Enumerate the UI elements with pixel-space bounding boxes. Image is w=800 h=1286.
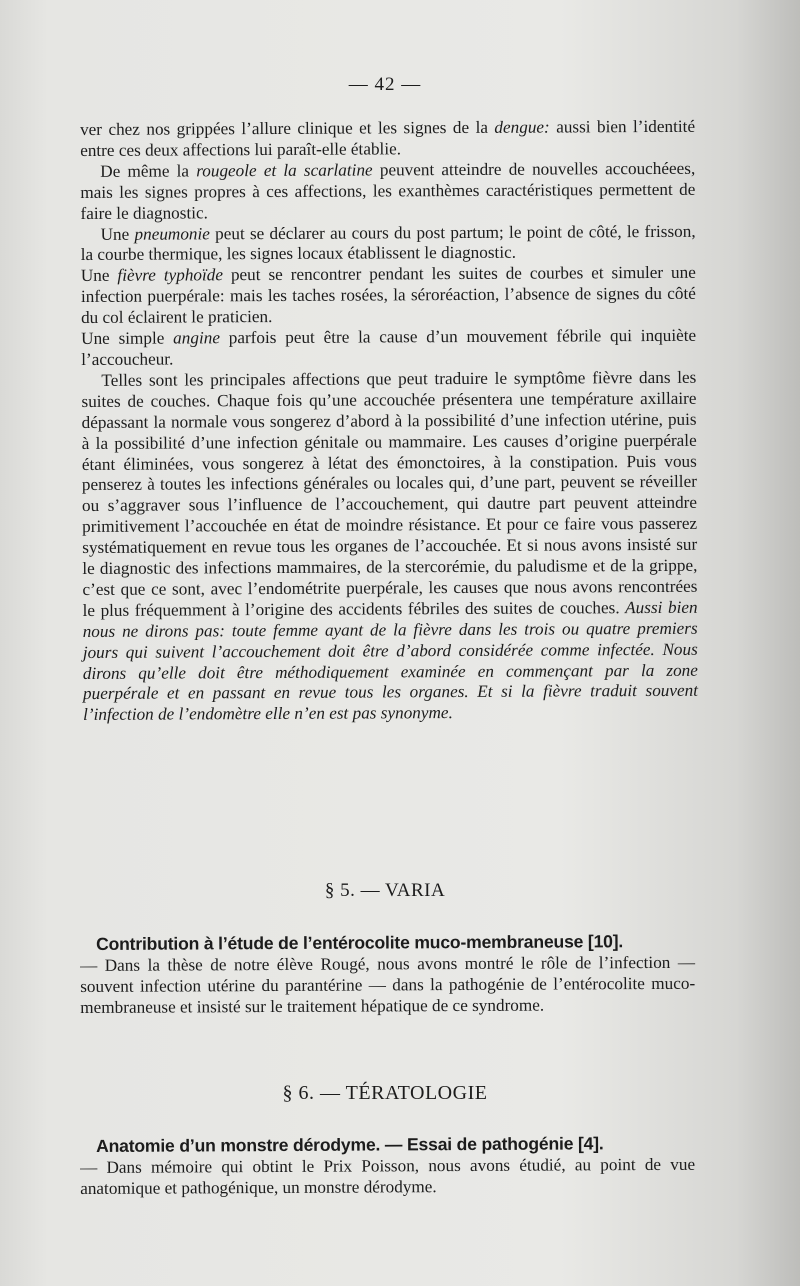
text-run: Telles sont les principales affections que peut traduire le symptôme fièvre dans les suites de couches. Chaque fois qu’une accouchée présentera une température axillaire dépassant la normale vous songerez d’abord à la possibilité d’une infection utérine, puis à la possibilité d’une infection génitale ou mammaire. Les causes d’origine puerpérale étant éliminées, vous songerez à létat des émonctoires, à la constipation. Puis vous penserez à toutes les infections générales ou locales qui, d’une part, peuvent se réveiller ou s’aggraver sous l’influence de l’accouchement, qui dautre part peuvent atteindre primitivement l’accouchée en état de moindre résistance. Et pour ce faire vous passerez systématiquement en revue tous les organes de l’accouchée. Et si nous avons insisté sur le diagnostic des infections mammaires, de la stercorémie, du paludisme et de la grippe, c’est que ce sont, avec l’endométrite puerpérale, les causes que nous avons rencontrées le plus fréquemment à l’origine des accidents fébriles des suites de couches. <box>81 367 698 620</box>
page-number: — 42 — <box>348 74 422 95</box>
text-run: Une simple <box>81 328 174 349</box>
paragraph <box>81 326 696 371</box>
paragraph <box>80 117 695 162</box>
text-run: peut se rencontrer pendant les suites de courbes et simuler une infection puerpérale: mais les taches rosées, la séroréaction, l’absence de signes du côté du col éclairent le praticien. <box>80 263 696 328</box>
paragraph <box>81 221 696 266</box>
paragraph <box>81 263 696 329</box>
italic-run: pneumonie <box>134 223 210 244</box>
section-heading-teratologie: § 6. — TÉRATOLOGIE <box>282 1082 488 1104</box>
entry-title-enterocolite: Contribution à l’étude de l’entérocolite muco-membraneuse [10]. <box>96 931 624 954</box>
entry-body-enterocolite <box>80 953 695 1019</box>
text-run: Une <box>80 266 118 286</box>
bleed-through-text <box>96 1040 696 1061</box>
entry-title-derodyme: Anatomie d’un monstre dérodyme. — Essai de pathogénie [4]. <box>96 1133 604 1156</box>
entry-body-derodyme <box>80 1155 695 1200</box>
italic-run: angine <box>173 328 220 348</box>
italic-run: rougeole et la scarlatine <box>196 160 373 181</box>
main-text-block <box>80 117 698 726</box>
paragraph <box>80 159 695 225</box>
text-run: ver chez nos grippées l’allure clinique et les signes de la <box>80 117 495 139</box>
text-run: Une <box>100 224 135 244</box>
italic-run: Aussi bien nous ne dirons pas: toute femme ayant de la fièvre dans les trois ou quatre premiers jours qui suivent l’accouchement doit être d’abord considérée comme infectée. Nous dirons qu’elle doit être méthodiquement examinée en commençant par la zone puerpérale et en passant en revue tous les organes. Et si la fièvre traduit souvent l’infection de l’endomètre elle n’en est pas synonyme. <box>82 597 699 725</box>
bleed-through-text <box>96 830 696 851</box>
paragraph <box>81 368 698 727</box>
text-run: De même la <box>100 161 197 181</box>
text-run: parfois peut être la cause d’un mouvement fébrile qui inquiète l’accoucheur. <box>81 325 697 369</box>
text-run: peut se déclarer au cours du post partum; le point de côté, le frisson, la courbe thermique, les signes locaux établissent le diagnostic. <box>80 221 696 265</box>
paragraph: — Dans la thèse de notre élève Rougé, nous avons montré le rôle de l’infection — souvent infection utérine du parantérine — dans la pathogénie de l’entérocolite muco-membraneuse et insisté sur le traitement hépatique de ce syndrome. <box>80 952 696 1017</box>
section-heading-varia: § 5. — VARIA <box>324 880 446 901</box>
text-run: peuvent atteindre de nouvelles accouchéees, mais les signes propres à ces affections, les exanthèmes caractéristiques permettent de faire le diagnostic. <box>80 158 696 223</box>
italic-run: fièvre typhoïde <box>117 265 224 286</box>
text-run: aussi bien l’identité entre ces deux affections lui paraît-elle établie. <box>80 116 696 160</box>
italic-run: dengue: <box>494 117 550 137</box>
paragraph: — Dans mémoire qui obtint le Prix Poisson, nous avons étudié, au point de vue anatomique et pathogénique, un monstre dérodyme. <box>80 1154 696 1198</box>
